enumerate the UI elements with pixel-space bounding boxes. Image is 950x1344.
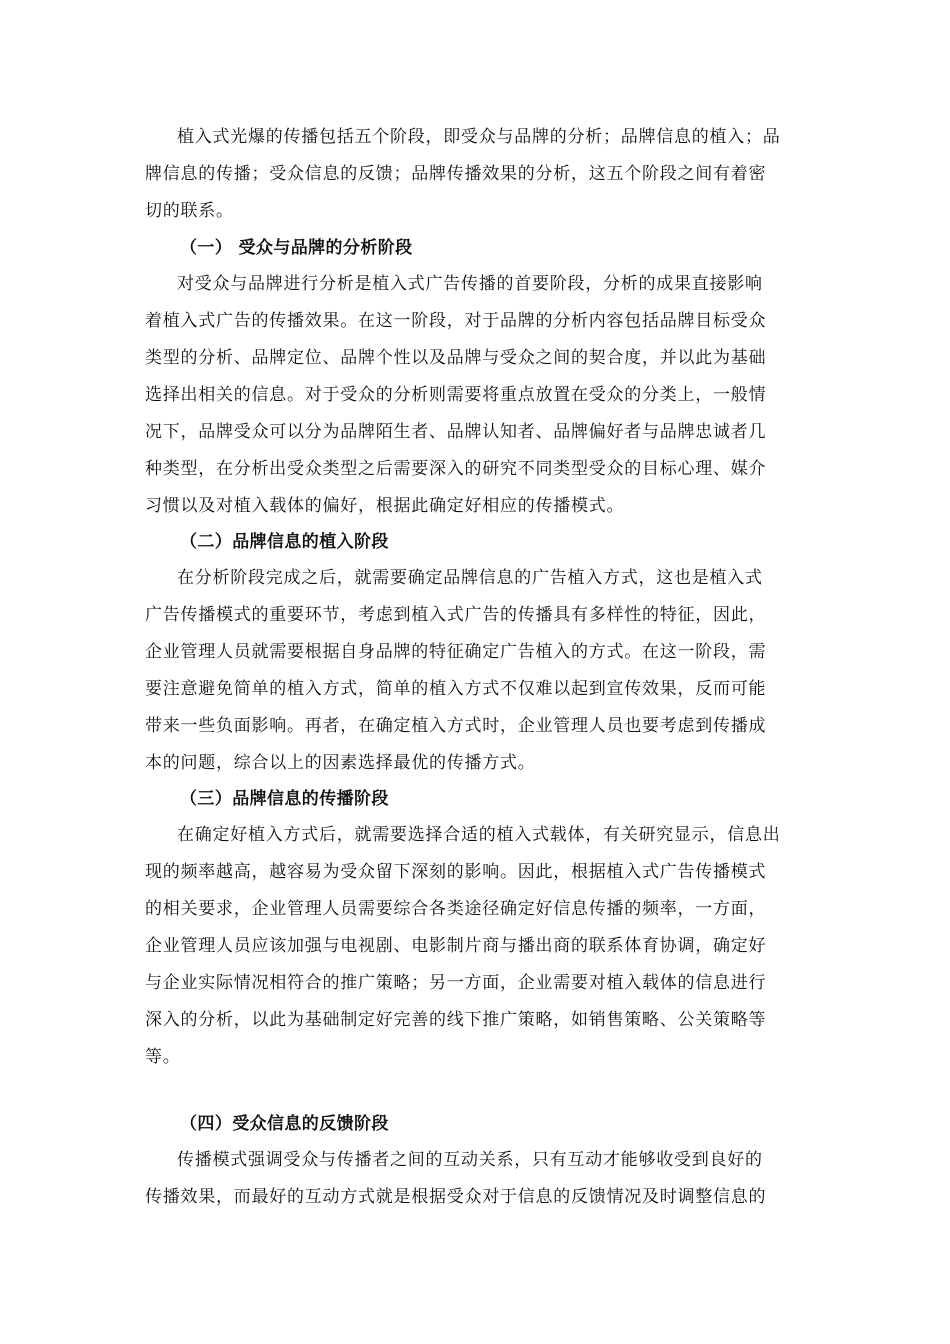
section-3-line-7: 等。: [145, 1047, 181, 1067]
section-3-line-5: 与企业实际情况相符合的推广策略；另一方面，企业需要对植入载体的信息进行: [145, 973, 767, 993]
section-2-line-2: 广告传播模式的重要环节，考虑到植入式广告的传播具有多样性的特征，因此，: [145, 605, 767, 625]
section-heading-1: （一） 受众与品牌的分析阶段: [180, 238, 413, 258]
section-heading-2: （二）品牌信息的植入阶段: [180, 532, 389, 552]
section-4-line-2: 传播效果，而最好的互动方式就是根据受众对于信息的反馈情况及时调整信息的: [145, 1187, 767, 1207]
section-1-line-1: 对受众与品牌进行分析是植入式广告传播的首要阶段，分析的成果直接影响: [177, 274, 763, 294]
section-heading-3: （三）品牌信息的传播阶段: [180, 789, 389, 809]
section-2-line-5: 带来一些负面影响。再者，在确定植入方式时，企业管理人员也要考虑到传播成: [145, 716, 767, 736]
section-2-line-6: 本的问题，综合以上的因素选择最优的传播方式。: [145, 753, 536, 773]
section-3-line-3: 的相关要求，企业管理人员需要综合各类途径确定好信息传播的频率，一方面，: [145, 899, 767, 919]
section-2-line-1: 在分析阶段完成之后，就需要确定品牌信息的广告植入方式，这也是植入式: [177, 568, 763, 588]
section-4-line-1: 传播模式强调受众与传播者之间的互动关系，只有互动才能够收受到良好的: [177, 1150, 763, 1170]
section-1-line-2: 着植入式广告的传播效果。在这一阶段，对于品牌的分析内容包括品牌目标受众: [145, 311, 767, 331]
section-3-line-2: 现的频率越高，越容易为受众留下深刻的影响。因此，根据植入式广告传播模式: [145, 862, 767, 882]
intro-line-3: 切的联系。: [145, 201, 234, 221]
section-3-line-6: 深入的分析，以此为基础制定好完善的线下推广策略，如销售策略、公关策略等: [145, 1010, 767, 1030]
section-1-line-4: 选择出相关的信息。对于受众的分析则需要将重点放置在受众的分类上，一般情: [145, 385, 767, 405]
section-2-line-3: 企业管理人员就需要根据自身品牌的特征确定广告植入的方式。在这一阶段，需: [145, 642, 767, 662]
section-1-line-5: 况下，品牌受众可以分为品牌陌生者、品牌认知者、品牌偏好者与品牌忠诚者几: [145, 422, 767, 442]
intro-line-1: 植入式光爆的传播包括五个阶段，即受众与品牌的分析；品牌信息的植入；品: [177, 127, 781, 147]
section-1-line-7: 习惯以及对植入载体的偏好，根据此确定好相应的传播模式。: [145, 496, 625, 516]
section-1-line-3: 类型的分析、品牌定位、品牌个性以及品牌与受众之间的契合度，并以此为基础: [145, 348, 767, 368]
section-3-line-1: 在确定好植入方式后，就需要选择合适的植入式载体，有关研究显示，信息出: [177, 825, 781, 845]
section-2-line-4: 要注意避免简单的植入方式，简单的植入方式不仅难以起到宣传效果，反而可能: [145, 679, 767, 699]
intro-line-2: 牌信息的传播；受众信息的反馈；品牌传播效果的分析，这五个阶段之间有着密: [145, 164, 767, 184]
section-3-line-4: 企业管理人员应该加强与电视剧、电影制片商与播出商的联系体育协调，确定好: [145, 936, 767, 956]
section-heading-4: （四）受众信息的反馈阶段: [180, 1114, 389, 1134]
section-1-line-6: 种类型，在分析出受众类型之后需要深入的研究不同类型受众的目标心理、媒介: [145, 459, 767, 479]
